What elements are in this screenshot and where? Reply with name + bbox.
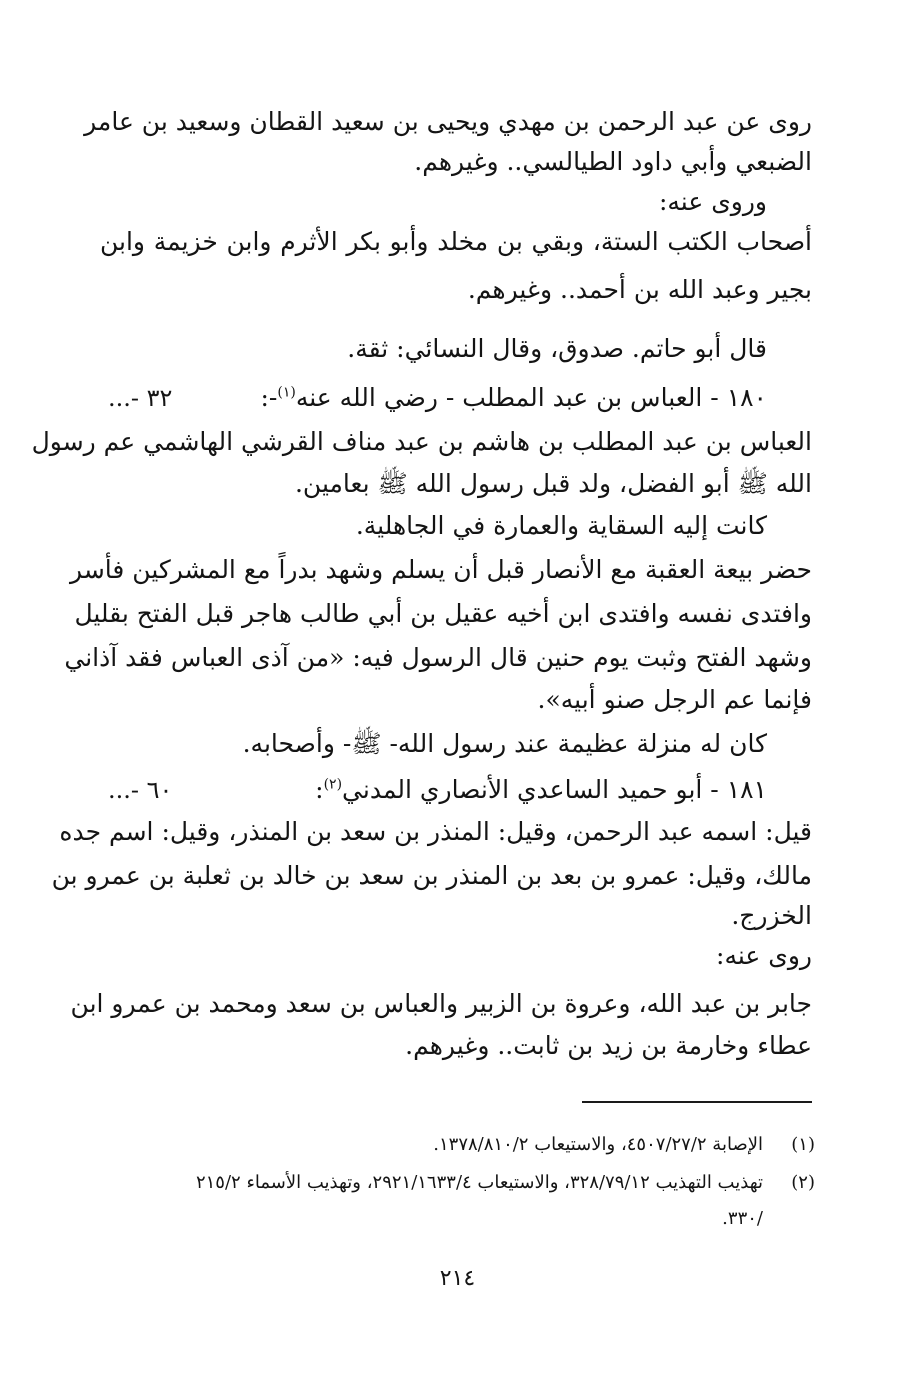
text-line: العباس بن عبد المطلب بن هاشم بن عبد مناف القرشي الهاشمي عم رسول	[31, 427, 812, 456]
entry-heading-180	[100, 380, 767, 416]
footnote-mark: (١)	[791, 1134, 815, 1155]
text-line: حضر بيعة العقبة مع الأنصار قبل أن يسلم وشهد بدراً مع المشركين فأسر	[70, 555, 812, 584]
text-line: جابر بن عبد الله، وعروة بن الزبير والعباس بن سعد ومحمد بن عمرو ابن	[70, 989, 812, 1018]
footnote-text: الإصابة ٤٥٠٧/٢٧/٢، والاستيعاب ١٣٧٨/٨١٠/٢.	[433, 1134, 763, 1155]
text-line: الضبعي وأبي داود الطيالسي.. وغيرهم.	[414, 147, 812, 176]
footnote-text: تهذيب التهذيب ٣٢٨/٧٩/١٢، والاستيعاب ٢٩٢١/١٦٣٣/٤، وتهذيب الأسماء ٢١٥/٢	[195, 1172, 763, 1193]
text-line: قيل: اسمه عبد الرحمن، وقيل: المنذر بن سعد بن المنذر، وقيل: اسم جده	[59, 817, 812, 846]
text-line: روى عنه:	[716, 941, 812, 970]
text-line: أصحاب الكتب الستة، وبقي بن مخلد وأبو بكر الأثرم وابن خزيمة وابن	[100, 227, 812, 256]
entry-title-suffix: -:	[260, 383, 278, 412]
text-line: الخزرج.	[731, 901, 812, 930]
text-line: عطاء وخارمة بن زيد بن ثابت.. وغيرهم.	[405, 1031, 812, 1060]
text-line: كان له منزلة عظيمة عند رسول الله- ﷺ- وأصحابه.	[242, 729, 767, 758]
footnote-text: /٣٣٠.	[722, 1208, 763, 1229]
text-line: وافتدى نفسه وافتدى ابن أخيه عقيل بن أبي طالب هاجر قبل الفتح بقليل	[74, 599, 812, 628]
page-number: ٢١٤	[439, 1266, 476, 1291]
text-line: وشهد الفتح وثبت يوم حنين قال الرسول فيه: «من آذى العباس فقد آذاني	[64, 643, 812, 672]
footnote-ref-1: (١)	[277, 384, 296, 401]
death-year-range: ...- ٦٠	[108, 776, 173, 804]
entry-title-suffix: :	[315, 775, 324, 804]
text-line: وروى عنه:	[658, 187, 767, 216]
text-line: روى عن عبد الرحمن بن مهدي ويحيى بن سعيد القطان وسعيد بن عامر	[84, 107, 812, 136]
text-line: قال أبو حاتم. صدوق، وقال النسائي: ثقة.	[347, 334, 767, 363]
entry-title: ١٨١ - أبو حميد الساعدي الأنصاري المدني	[342, 775, 767, 804]
footnote-mark: (٢)	[791, 1172, 815, 1193]
footnote-ref-2: (٢)	[323, 776, 343, 793]
text-line: مالك، وقيل: عمرو بن بعد بن المنذر بن سعد بن خالد بن ثعلبة بن عمرو بن	[51, 861, 812, 890]
death-year-range: ...- ٣٢	[108, 384, 173, 412]
footnote-separator	[582, 1101, 812, 1103]
text-line: بجير وعبد الله بن أحمد.. وغيرهم.	[467, 275, 812, 304]
text-line: الله ﷺ أبو الفضل، ولد قبل رسول الله ﷺ بعامين.	[294, 469, 812, 498]
text-line: فإنما عم الرجل صنو أبيه».	[537, 685, 812, 714]
entry-title: ١٨٠ - العباس بن عبد المطلب - رضي الله عنه	[295, 383, 767, 412]
text-line: كانت إليه السقاية والعمارة في الجاهلية.	[355, 511, 767, 540]
entry-heading-181	[100, 772, 767, 808]
